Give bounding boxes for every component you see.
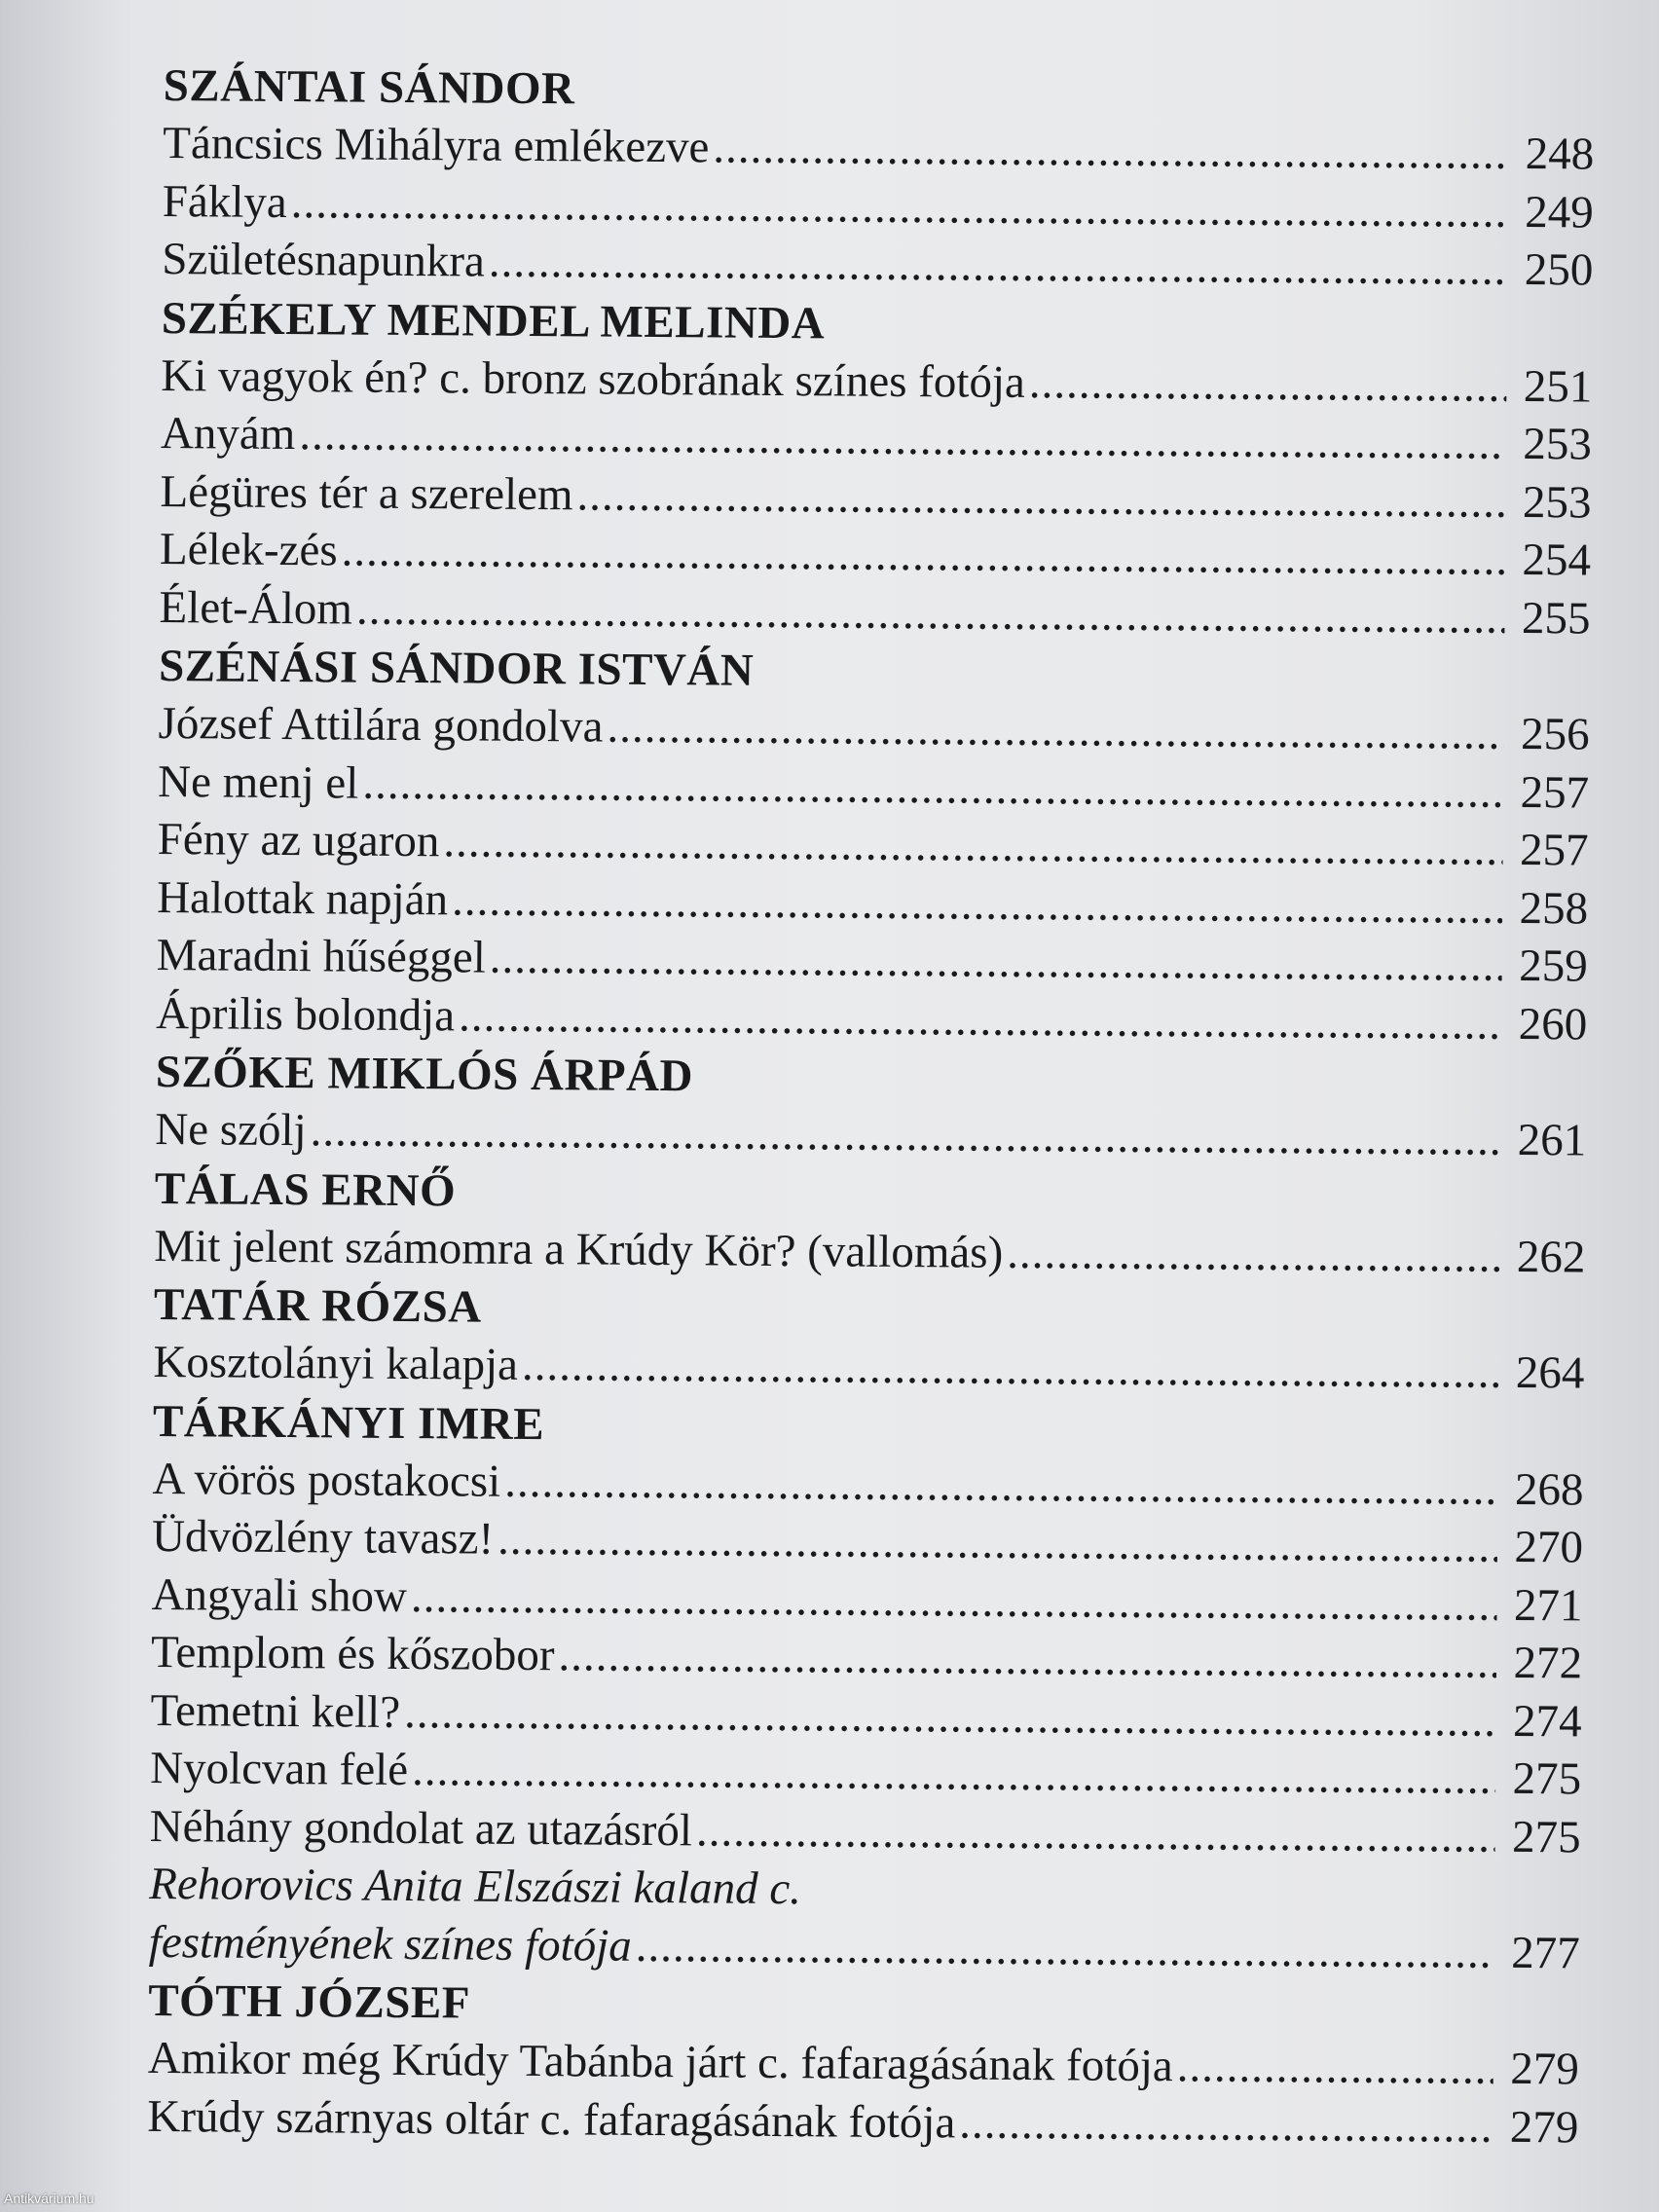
dot-leader bbox=[412, 1742, 1496, 1808]
entry-title: Anyám bbox=[160, 407, 296, 461]
toc-section bbox=[162, 56, 1595, 300]
toc-entry bbox=[155, 1101, 1586, 1170]
toc-section bbox=[159, 288, 1593, 647]
author-heading: SZÁNTAI SÁNDOR bbox=[163, 59, 575, 115]
dot-leader bbox=[443, 813, 1503, 879]
page-number: 253 bbox=[1523, 418, 1593, 470]
toc-entry bbox=[162, 231, 1593, 300]
page-number: 258 bbox=[1519, 882, 1589, 935]
dot-leader bbox=[696, 1802, 1495, 1866]
dot-leader bbox=[341, 522, 1505, 589]
dot-leader bbox=[498, 1511, 1497, 1577]
page-number: 260 bbox=[1518, 998, 1588, 1051]
entry-title: A vörös postakocsi bbox=[152, 1453, 501, 1507]
dot-leader bbox=[356, 580, 1505, 647]
page-number: 255 bbox=[1521, 592, 1591, 645]
dot-leader bbox=[1029, 353, 1507, 415]
entry-title: Ne menj el bbox=[157, 756, 359, 809]
table-of-contents bbox=[147, 56, 1595, 2157]
page-number: 261 bbox=[1517, 1114, 1587, 1166]
dot-leader bbox=[291, 174, 1509, 241]
page-number: 253 bbox=[1522, 476, 1592, 529]
page-number: 272 bbox=[1513, 1637, 1583, 1689]
page-number: 250 bbox=[1524, 243, 1594, 296]
dot-leader bbox=[411, 1568, 1497, 1635]
page-number: 248 bbox=[1525, 128, 1595, 180]
entry-title: Üdvözlény tavasz! bbox=[151, 1510, 495, 1565]
dot-leader bbox=[1007, 1224, 1500, 1285]
page-number: 257 bbox=[1520, 766, 1590, 819]
author-heading: TÁRKÁNYI IMRE bbox=[152, 1395, 545, 1450]
page-number: 256 bbox=[1520, 708, 1590, 760]
dot-leader bbox=[713, 119, 1508, 183]
toc-entry bbox=[153, 1334, 1584, 1403]
entry-title: Fáklya bbox=[162, 175, 287, 228]
author-heading: SZÉKELY MENDEL MELINDA bbox=[161, 292, 826, 349]
author-heading: SZŐKE MIKLÓS ÁRPÁD bbox=[155, 1046, 694, 1102]
entry-title: Légüres tér a szerelem bbox=[160, 465, 573, 520]
dot-leader bbox=[576, 466, 1505, 532]
dot-leader bbox=[404, 1683, 1496, 1750]
author-heading: TÓTH JÓZSEF bbox=[148, 1974, 471, 2029]
entry-title: József Attilára gondolva bbox=[158, 697, 604, 753]
page-number: 274 bbox=[1512, 1695, 1582, 1747]
entry-title: Nyolcvan felé bbox=[149, 1742, 409, 1796]
dot-leader bbox=[362, 755, 1503, 822]
toc-section bbox=[153, 1275, 1585, 1403]
page-number: 271 bbox=[1513, 1579, 1583, 1631]
entry-title: Néhány gondolat az utazásról bbox=[149, 1800, 693, 1856]
entry-title: Élet-Álom bbox=[159, 581, 353, 635]
entry-title: Krúdy szárnyas oltár c. fafaragásának fotója bbox=[147, 2090, 956, 2148]
dot-leader bbox=[504, 1453, 1498, 1519]
dot-leader bbox=[489, 234, 1508, 300]
entry-title: Templom és kőszobor bbox=[150, 1626, 555, 1681]
toc-section bbox=[147, 1972, 1579, 2157]
page-number: 279 bbox=[1510, 2043, 1580, 2095]
dot-leader bbox=[636, 1917, 1494, 1981]
entry-title: Halottak napján bbox=[157, 871, 449, 925]
entry-title: Angyali show bbox=[151, 1568, 408, 1622]
entry-title: Temetni kell? bbox=[150, 1684, 401, 1738]
dot-leader bbox=[452, 871, 1503, 938]
toc-section bbox=[156, 637, 1590, 1054]
toc-section bbox=[149, 1391, 1585, 1982]
page-number: 277 bbox=[1511, 1927, 1580, 1978]
page-number: 251 bbox=[1523, 360, 1593, 413]
author-heading: SZÉNÁSI SÁNDOR ISTVÁN bbox=[158, 640, 755, 696]
entry-title: festményének színes fotója bbox=[148, 1916, 632, 1972]
dot-leader bbox=[1177, 2038, 1494, 2098]
page-number: 264 bbox=[1515, 1346, 1585, 1399]
entry-title: Táncsics Mihályra emlékezve bbox=[163, 117, 710, 173]
page-number: 254 bbox=[1522, 534, 1592, 586]
dot-leader bbox=[299, 406, 1506, 473]
toc-section bbox=[155, 1043, 1587, 1170]
entry-title: Mit jelent számomra a Krúdy Kör? (vallomás) bbox=[154, 1220, 1004, 1278]
dot-leader bbox=[522, 1337, 1499, 1402]
entry-title: Április bolondja bbox=[156, 987, 456, 1041]
entry-title: Ki vagyok én? c. bronz szobrának színes fotója bbox=[161, 350, 1026, 408]
dot-leader bbox=[490, 930, 1502, 996]
page-number: 275 bbox=[1511, 1811, 1581, 1862]
entry-title: Ne szólj bbox=[155, 1103, 307, 1157]
page-number: 275 bbox=[1512, 1752, 1582, 1805]
dot-leader bbox=[607, 699, 1504, 764]
page-number: 268 bbox=[1514, 1463, 1584, 1515]
page-number: 279 bbox=[1509, 2101, 1579, 2153]
watermark: Antikvárium.hu bbox=[4, 2191, 94, 2206]
author-heading: TÁLAS ERNŐ bbox=[154, 1162, 457, 1216]
entry-title: Kosztolányi kalapja bbox=[153, 1336, 519, 1390]
page-number: 259 bbox=[1519, 940, 1588, 992]
page-number: 262 bbox=[1516, 1231, 1586, 1283]
dot-leader bbox=[310, 1102, 1500, 1169]
entry-title: Amikor még Krúdy Tabánba járt c. fafaragásának fotója bbox=[147, 2032, 1173, 2092]
toc-section bbox=[154, 1159, 1586, 1286]
entry-title: Maradni hűséggel bbox=[156, 929, 486, 983]
italic-entry-line: Rehorovics Anita Elszászi kaland c. bbox=[149, 1858, 802, 1915]
entry-title: Születésnapunkra bbox=[162, 233, 486, 287]
page-number: 249 bbox=[1525, 186, 1594, 239]
entry-title: Fény az ugaron bbox=[157, 813, 440, 867]
dot-leader bbox=[558, 1627, 1496, 1692]
page-number: 257 bbox=[1519, 824, 1589, 876]
toc-entry bbox=[147, 2087, 1578, 2157]
page-number: 270 bbox=[1514, 1521, 1584, 1573]
author-heading: TATÁR RÓZSA bbox=[153, 1278, 482, 1333]
dot-leader bbox=[459, 987, 1502, 1053]
dot-leader bbox=[959, 2094, 1493, 2157]
entry-title: Lélek-zés bbox=[159, 523, 338, 576]
